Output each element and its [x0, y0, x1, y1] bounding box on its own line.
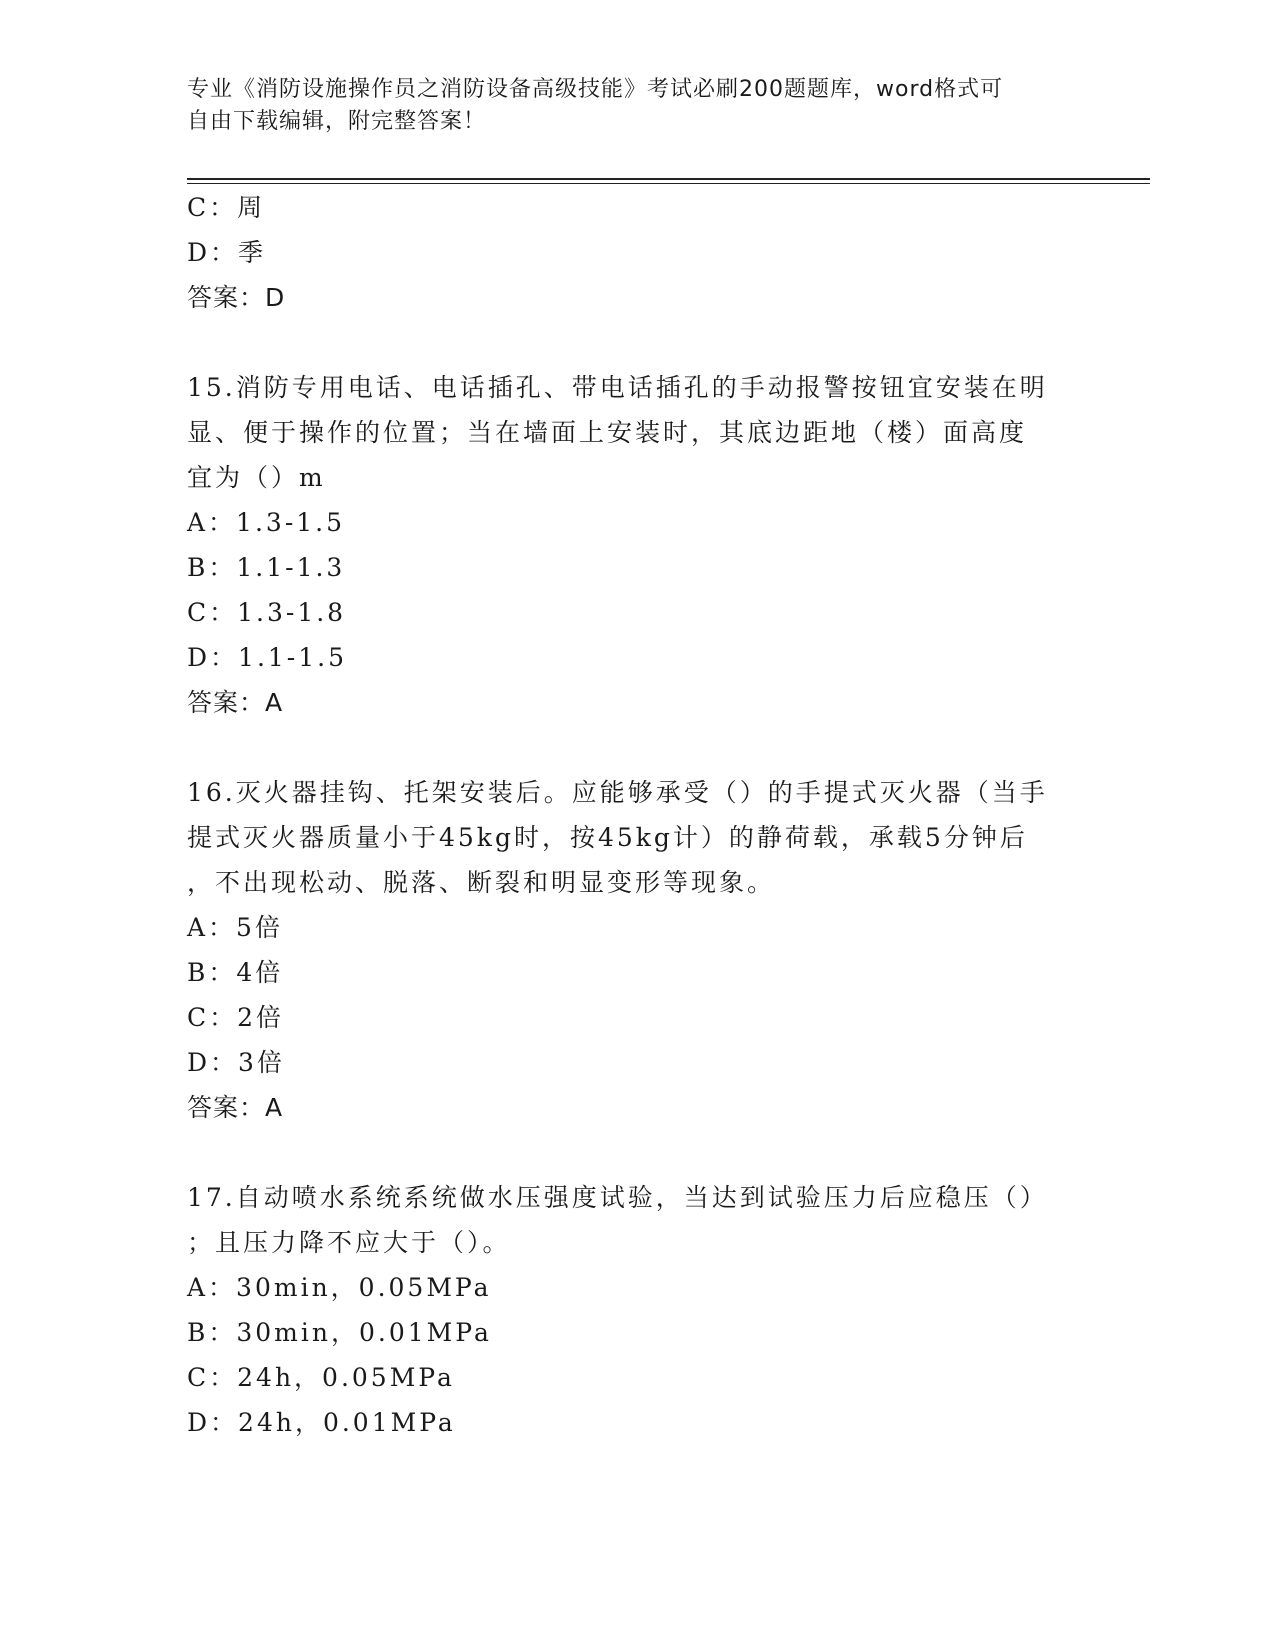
q15-stem-line-1: 15.消防专用电话、电话插孔、带电话插孔的手动报警按钮宜安装在明	[187, 373, 1048, 402]
q16-stem-line-1: 16.灭火器挂钩、托架安装后。应能够承受（）的手提式灭火器（当手	[187, 778, 1048, 807]
q15-option-b: B：1.1-1.3	[187, 553, 346, 582]
q16-answer: 答案：A	[187, 1093, 284, 1122]
q16-stem-line-3: ，不出现松动、脱落、断裂和明显变形等现象。	[187, 868, 776, 897]
q15-answer: 答案：A	[187, 688, 284, 717]
q17-option-c: C：24h，0.05MPa	[187, 1363, 455, 1392]
q15-stem-line-3: 宜为（）m	[187, 463, 326, 492]
q17-option-b: B：30min，0.01MPa	[187, 1318, 492, 1347]
q16-option-a: A：5倍	[187, 913, 283, 942]
q16-option-b: B：4倍	[187, 958, 284, 987]
header-title-line-2: 自由下载编辑，附完整答案！	[187, 109, 487, 134]
q14-option-d: D：季	[187, 238, 267, 267]
q17-option-d: D：24h，0.01MPa	[187, 1408, 456, 1437]
q14-answer: 答案：D	[187, 283, 286, 312]
q17-stem-line-1: 17.自动喷水系统系统做水压强度试验，当达到试验压力后应稳压（）	[187, 1183, 1048, 1212]
header-title-line-1: 专业《消防设施操作员之消防设备高级技能》考试必刷200题题库，word格式可	[187, 77, 1004, 102]
q15-option-a: A：1.3-1.5	[187, 508, 346, 537]
q16-stem-line-2: 提式灭火器质量小于45kg时，按45kg计）的静荷载，承载5分钟后	[187, 823, 1028, 852]
header-divider-thick	[187, 178, 1150, 180]
q15-stem-line-2: 显、便于操作的位置；当在墙面上安装时，其底边距地（楼）面高度	[187, 418, 1028, 447]
q16-option-c: C：2倍	[187, 1003, 285, 1032]
q15-option-c: C：1.3-1.8	[187, 598, 347, 627]
q15-option-d: D：1.1-1.5	[187, 643, 348, 672]
document-header	[187, 74, 1067, 138]
header-divider-thin	[187, 183, 1150, 184]
q14-option-c: C：周	[187, 193, 266, 222]
q16-option-d: D：3倍	[187, 1048, 285, 1077]
q17-option-a: A：30min，0.05MPa	[187, 1273, 492, 1302]
q17-stem-line-2: ；且压力降不应大于（）。	[187, 1228, 511, 1257]
